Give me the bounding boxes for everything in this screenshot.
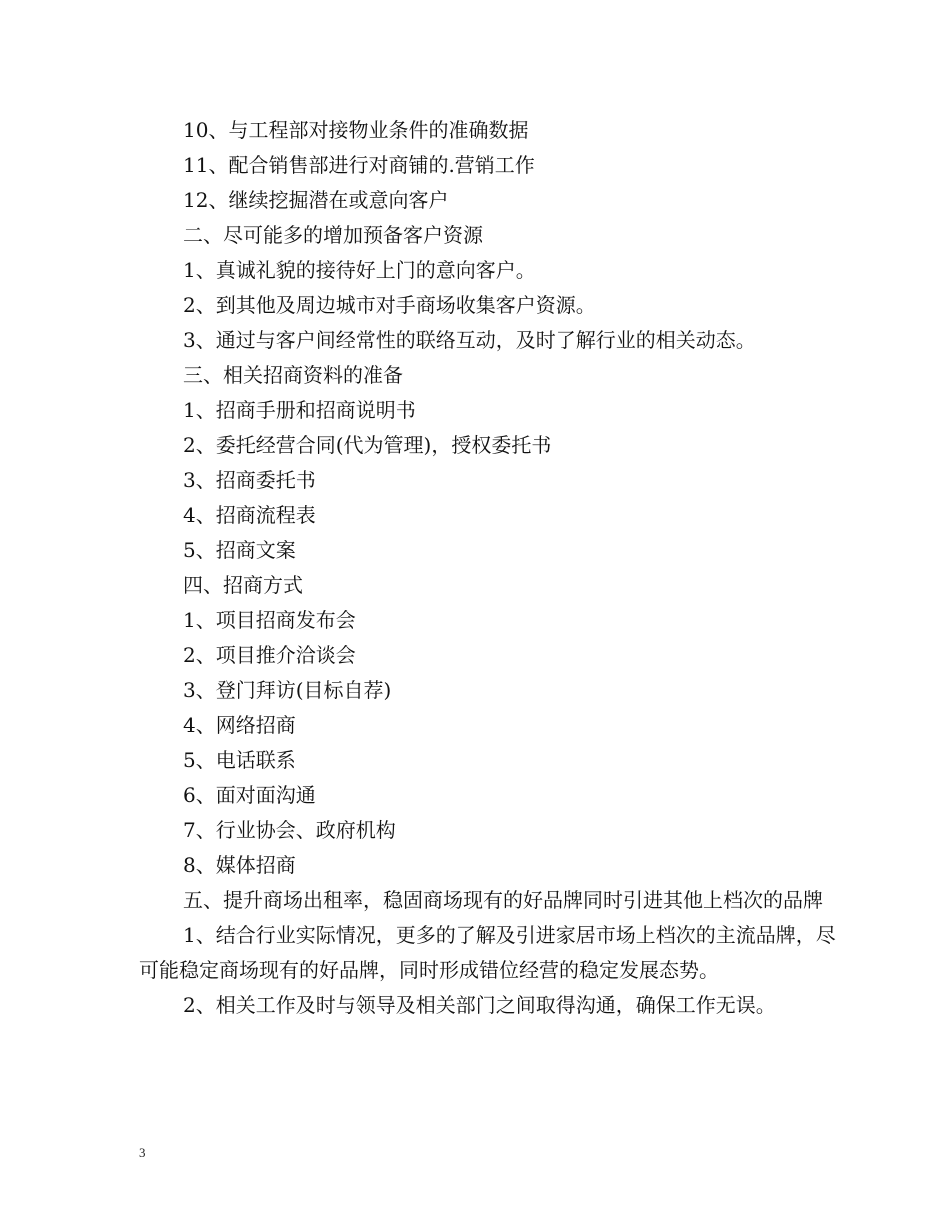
line-item: 2、到其他及周边城市对手商场收集客户资源。 — [183, 293, 596, 317]
line-item: 2、委托经营合同(代为管理)，授权委托书 — [183, 433, 552, 457]
page-number: 3 — [139, 1145, 146, 1160]
line-item: 11、配合销售部进行对商铺的.营销工作 — [183, 153, 535, 177]
section-heading: 二、尽可能多的增加预备客户资源 — [183, 223, 483, 247]
line-item: 3、通过与客户间经常性的联络互动，及时了解行业的相关动态。 — [183, 328, 756, 352]
body-paragraph: 2、相关工作及时与领导及相关部门之间取得沟通，确保工作无误。 — [183, 993, 776, 1017]
body-paragraph: 1、结合行业实际情况，更多的了解及引进家居市场上档次的主流品牌，尽可能稳定商场现有的好品牌，同时形成错位经营的稳定发展态势。 — [139, 923, 836, 982]
section-heading: 四、招商方式 — [183, 573, 303, 597]
line-item: 1、招商手册和招商说明书 — [183, 398, 416, 422]
line-item: 4、招商流程表 — [183, 503, 316, 527]
line-item: 5、电话联系 — [183, 748, 296, 772]
section-heading-paragraph: 五、提升商场出租率，稳固商场现有的好品牌同时引进其他上档次的品牌 — [183, 888, 823, 912]
line-item: 2、项目推介洽谈会 — [183, 643, 356, 667]
line-item: 8、媒体招商 — [183, 853, 296, 877]
line-item: 12、继续挖掘潜在或意向客户 — [183, 188, 449, 212]
line-item: 10、与工程部对接物业条件的准确数据 — [183, 118, 529, 142]
line-item: 7、行业协会、政府机构 — [183, 818, 396, 842]
line-item: 6、面对面沟通 — [183, 783, 316, 807]
line-item: 1、项目招商发布会 — [183, 608, 356, 632]
line-item: 3、招商委托书 — [183, 468, 316, 492]
line-item: 1、真诚礼貌的接待好上门的意向客户。 — [183, 258, 536, 282]
line-item: 3、登门拜访(目标自荐) — [183, 678, 392, 702]
document-body — [139, 113, 839, 1023]
section-heading: 三、相关招商资料的准备 — [183, 363, 403, 387]
line-item: 4、网络招商 — [183, 713, 296, 737]
line-item: 5、招商文案 — [183, 538, 296, 562]
